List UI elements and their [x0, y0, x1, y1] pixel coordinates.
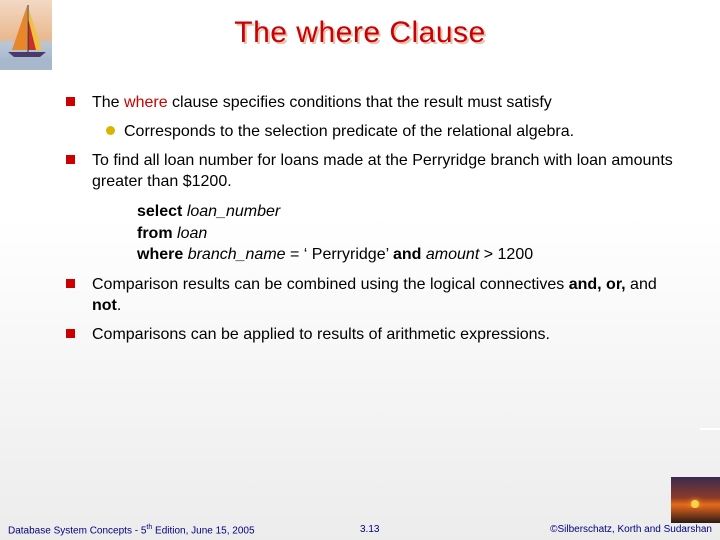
- square-bullet-icon: [66, 279, 75, 288]
- sql-line-from: from loan: [137, 224, 208, 242]
- water-decoration: [671, 508, 720, 523]
- sql-line-where: where branch_name = ‘ Perryridge’ and amount > 1200: [137, 246, 534, 263]
- bullet-text: The where clause specifies conditions that the result must satisfy: [92, 94, 552, 111]
- sub-bullet-text: Corresponds to the selection predicate of the relational algebra.: [124, 123, 575, 140]
- where-keyword: where: [124, 94, 168, 111]
- footer-book-title: Database System Concepts - 5th Edition, June 15, 2005: [8, 524, 255, 537]
- footer-page-number: 3.13: [360, 524, 380, 535]
- sunset-image-icon: [671, 477, 720, 523]
- bullet-text: Comparison results can be combined using the logical connectives and, or, and not.: [92, 276, 657, 314]
- bullet-text: Comparisons can be applied to results of arithmetic expressions.: [92, 326, 550, 343]
- square-bullet-icon: [66, 329, 75, 338]
- bullet-text: To find all loan number for loans made at the Perryridge branch with loan amounts greater than $1200.: [92, 152, 673, 190]
- square-bullet-icon: [66, 97, 75, 106]
- sun-icon: [691, 500, 699, 508]
- footer-copyright: ©Silberschatz, Korth and Sudarshan: [550, 524, 712, 535]
- divider: [700, 428, 720, 430]
- square-bullet-icon: [66, 155, 75, 164]
- page-title: The where Clause: [234, 16, 486, 49]
- sql-line-select: select loan_number: [137, 203, 281, 220]
- round-bullet-icon: [106, 126, 115, 135]
- sql-query-block: [137, 201, 533, 266]
